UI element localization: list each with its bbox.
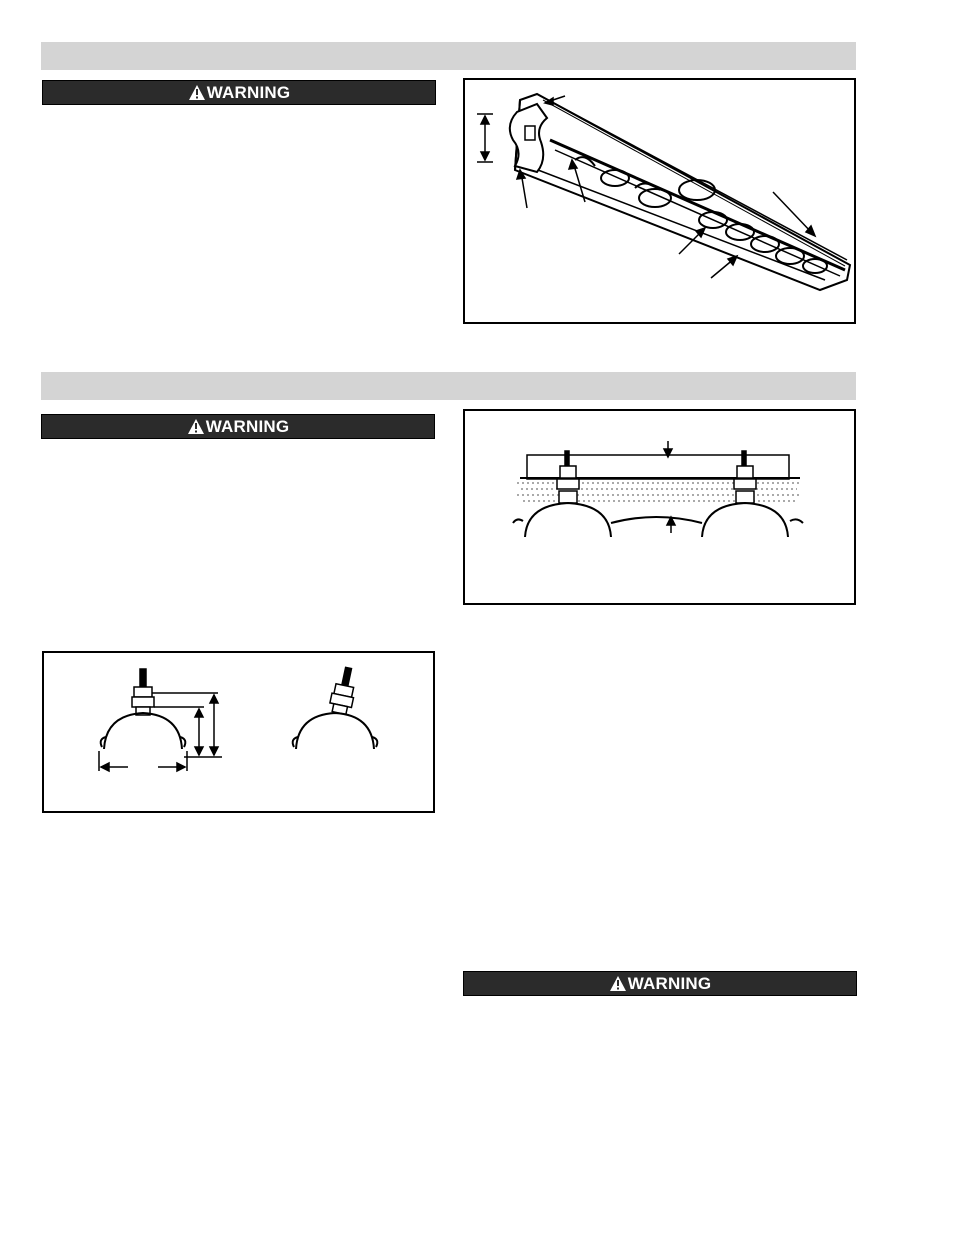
- section-header-band-2: [41, 372, 856, 400]
- bar-mounting-illustration: [465, 411, 854, 603]
- warning-banner-2: [41, 414, 435, 439]
- conductor-bar-illustration: [465, 80, 854, 322]
- figure-bar-mounting: [463, 409, 856, 605]
- warning-triangle-icon: [609, 975, 627, 992]
- warning-banner-1: [42, 80, 436, 105]
- figure-conductor-bar-assembly: [463, 78, 856, 324]
- section-header-band-1: [41, 42, 856, 70]
- figure-hanger-clamps: [42, 651, 435, 813]
- warning-triangle-icon: [188, 84, 206, 101]
- warning-label-2: WARNING: [205, 416, 290, 436]
- warning-label-3: WARNING: [627, 973, 712, 993]
- warning-label-1: WARNING: [206, 82, 291, 102]
- hanger-clamps-illustration: [44, 653, 433, 811]
- warning-banner-3: [463, 971, 857, 996]
- warning-triangle-icon: [187, 418, 205, 435]
